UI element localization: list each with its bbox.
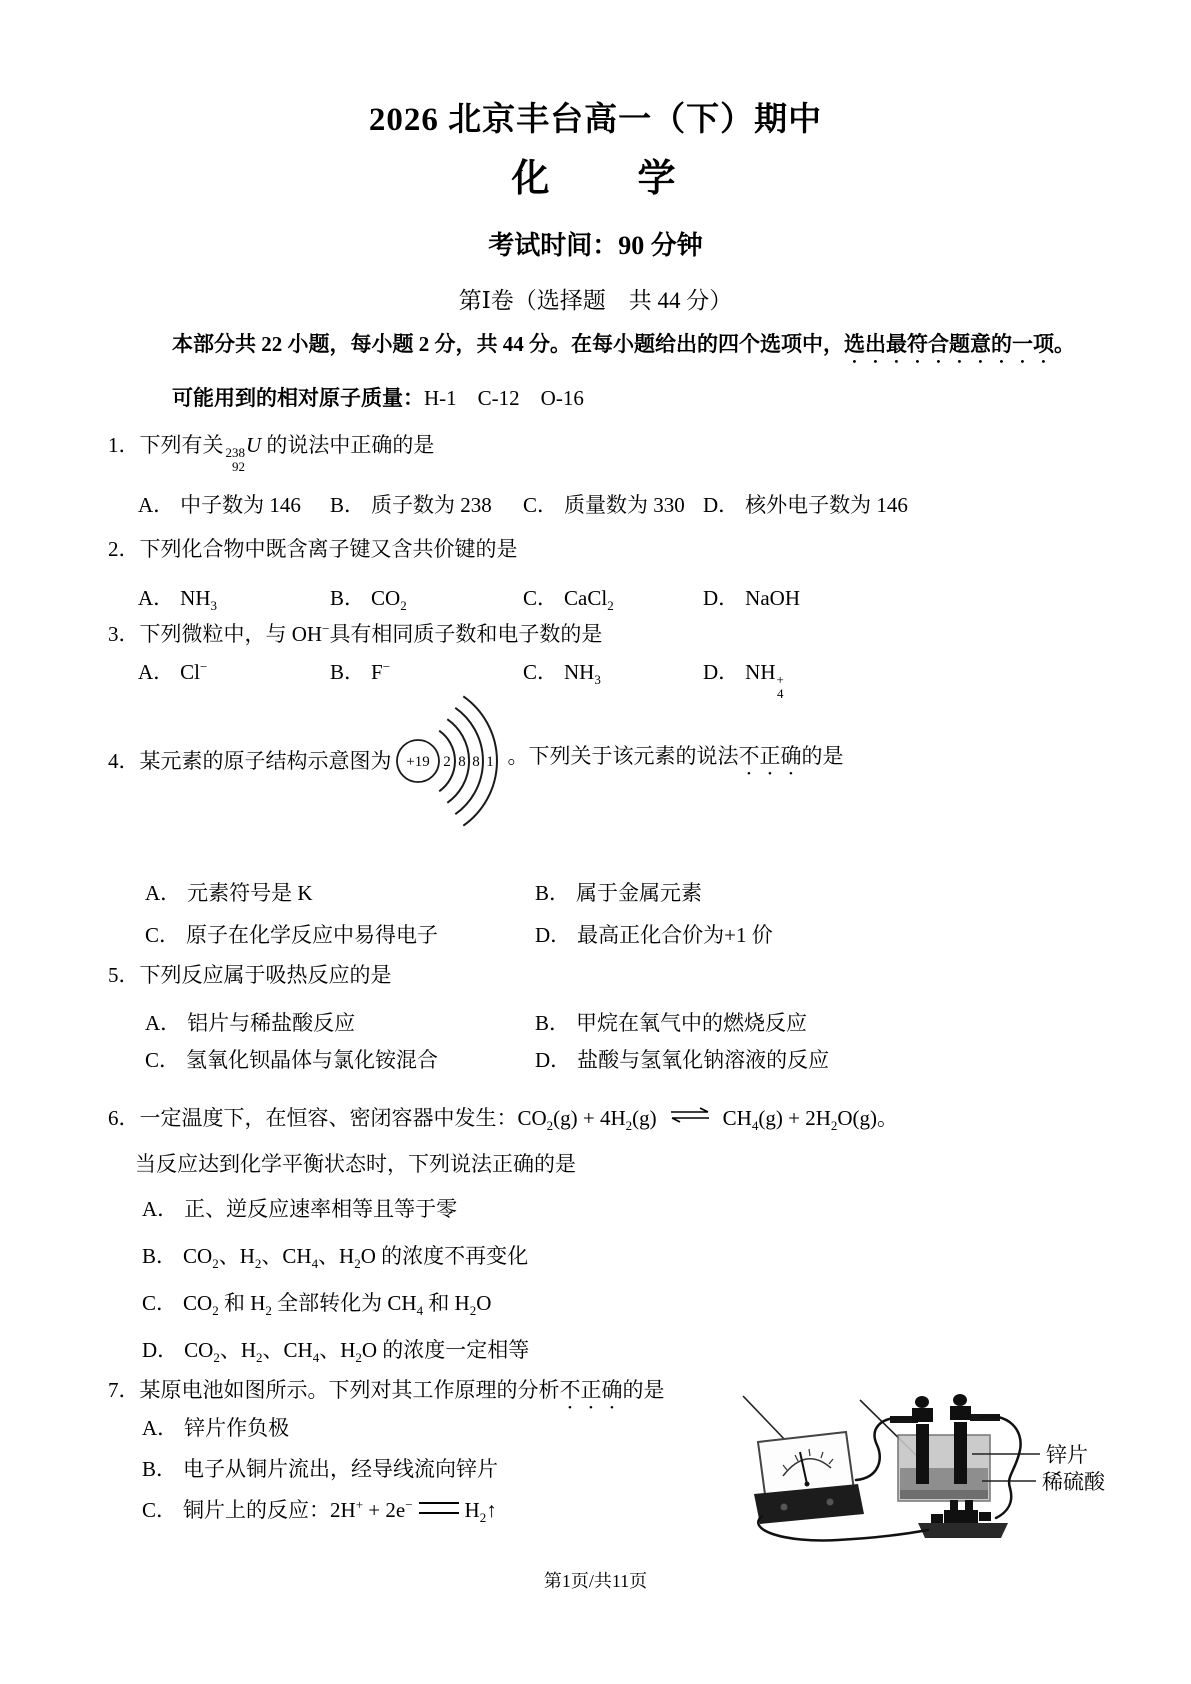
question-4-options-row1 <box>145 880 702 906</box>
option-label: A． <box>138 660 175 684</box>
option-text: 属于金属元素 <box>576 881 703 905</box>
option-text: $NH_3$ <box>180 586 218 614</box>
option-text: 甲烷在氧气中的燃烧反应 <box>576 1011 808 1035</box>
option-text: 核外电子数为 146 <box>745 493 908 517</box>
option-text: $NH_3$ <box>564 660 601 688</box>
question-6-stem: 6．一定温度下，在恒容、密闭容器中发生：$CO_2(g) + 4H_2(g) CH_4(g) + 2H_2O(g)$。 <box>108 1103 898 1131</box>
option-text: F− <box>371 659 391 684</box>
option-text: NaOH <box>745 586 800 610</box>
option-text: 盐酸与氢氧化钠溶液的反应 <box>577 1048 830 1072</box>
option-text: 元素符号是 K <box>187 881 313 905</box>
option-label: D． <box>703 660 740 684</box>
option-B <box>330 659 523 685</box>
option-label: C． <box>145 923 181 947</box>
option-text: 铜片上的反应：2H+ + 2e− $H_2↑$ <box>183 1497 497 1526</box>
atom-diagram-slot <box>392 686 508 836</box>
option-label: C． <box>523 586 559 610</box>
option-C <box>142 1497 498 1526</box>
option-text: 最高正化合价为+1 价 <box>577 923 773 947</box>
question-number: 3． <box>108 622 140 646</box>
option-C <box>523 659 703 688</box>
option-A <box>138 659 330 685</box>
option-label: B． <box>142 1244 178 1268</box>
shell-electron-count: 1 <box>485 754 494 770</box>
option-C <box>523 492 703 518</box>
option-text: 质量数为 330 <box>564 493 685 517</box>
option-label: D． <box>142 1338 179 1362</box>
option-label: B． <box>330 660 366 684</box>
option-B <box>330 492 523 518</box>
option-text: 原子在化学反应中易得电子 <box>186 923 439 947</box>
option-label: A． <box>145 881 182 905</box>
section-title: 第Ⅰ卷（选择题 共 44 分） <box>458 288 733 313</box>
question-2-stem: 2．下列化合物中既含离子键又含共价键的是 <box>108 537 518 561</box>
option-label: A． <box>138 493 175 517</box>
option-C <box>145 1047 535 1073</box>
option-A <box>142 1415 498 1441</box>
option-B <box>330 585 523 614</box>
option-text: NH + 4 <box>745 660 784 701</box>
page-footer: 第1页/共11页 <box>543 1571 648 1591</box>
question-7-stem: 7．某原电池如图所示。下列对其工作原理的分析不正确的是 <box>108 1378 665 1402</box>
option-text: 电子从铜片流出，经导线流向锌片 <box>183 1457 499 1481</box>
copper-electrode <box>916 1424 929 1484</box>
page-title: 2026 北京丰台高一（下）期中 <box>368 102 823 138</box>
option-label: B． <box>535 881 571 905</box>
option-label: D． <box>535 923 572 947</box>
option-text: CaCl$_2$ <box>564 586 614 614</box>
option-A <box>142 1196 529 1222</box>
option-text: 质子数为 238 <box>371 493 492 517</box>
nucleus-charge: +19 <box>405 754 430 770</box>
question-6-options <box>142 1196 529 1384</box>
question-2-options <box>138 585 800 614</box>
option-label: A． <box>142 1197 179 1221</box>
option-label: A． <box>142 1416 179 1440</box>
shell-electron-count: 8 <box>457 754 466 770</box>
option-D <box>703 585 800 611</box>
option-D <box>535 1047 829 1073</box>
question-1-stem: 1．下列有关 238 92 U 的说法中正确的是 <box>108 433 435 474</box>
question-number: 2． <box>108 537 140 561</box>
option-text: 正、逆反应速率相等且等于零 <box>184 1197 458 1221</box>
option-D <box>142 1337 530 1366</box>
option-label: D． <box>703 493 740 517</box>
reversible-arrow-icon <box>667 1103 713 1129</box>
question-5-options-row2 <box>145 1047 829 1073</box>
option-label: B． <box>330 493 366 517</box>
option-B <box>535 880 702 906</box>
question-number: 7． <box>108 1378 140 1402</box>
question-6-stem-line2: 当反应达到化学平衡状态时，下列说法正确的是 <box>135 1152 576 1176</box>
option-text: $CO_2$ <box>371 586 407 614</box>
option-B <box>142 1243 529 1272</box>
question-4-stem: 4． 某元素的原子结构示意图为 +19 2 8 8 1 。下列关于该元素的说法不正确的是 <box>108 686 844 836</box>
electrolyte-cell <box>890 1394 1000 1501</box>
option-text: Cl− <box>180 659 208 684</box>
question-1-options <box>138 492 908 518</box>
atomic-structure-diagram <box>392 686 508 836</box>
figure-label-acid: 稀硫酸 <box>1042 1470 1105 1494</box>
question-5-options-row1 <box>145 1010 807 1036</box>
option-label: B． <box>330 586 366 610</box>
question-3-stem: 3．下列微粒中，与 OH−具有相同质子数和电子数的是 <box>108 621 603 646</box>
option-text: 铝片与稀盐酸反应 <box>187 1011 356 1035</box>
section-intro: 本部分共 22 小题，每小题 2 分，共 44 分。在每小题给出的四个选项中，选出最符合题意的一项。 <box>172 332 1075 356</box>
option-C <box>142 1290 529 1319</box>
figure-label-zinc: 锌片 <box>1046 1443 1088 1467</box>
option-label: C． <box>523 660 559 684</box>
option-text: 中子数为 146 <box>180 493 301 517</box>
option-B <box>142 1456 498 1482</box>
option-text: 锌片作负极 <box>184 1416 290 1440</box>
option-A <box>138 492 330 518</box>
option-label: B． <box>535 1011 571 1035</box>
option-label: C． <box>142 1498 178 1522</box>
option-text: $CO_2$、$H_2$、$CH_4$、$H_2O$ 的浓度一定相等 <box>184 1338 530 1366</box>
option-text: $CO_2$、$H_2$、$CH_4$、$H_2O$ 的浓度不再变化 <box>183 1244 529 1272</box>
question-number: 4． <box>108 748 140 773</box>
option-label: D． <box>703 586 740 610</box>
option-C <box>523 585 703 614</box>
shell-electron-count: 8 <box>471 754 480 770</box>
option-D <box>535 922 773 948</box>
option-label: C． <box>523 493 559 517</box>
question-number: 6． <box>108 1106 140 1130</box>
atomic-mass-note: 可能用到的相对原子质量：H-1 C-12 O-16 <box>172 386 584 410</box>
galvanic-cell-drawing <box>688 1390 1105 1550</box>
question-4-options-row2 <box>145 922 773 948</box>
option-label: B． <box>142 1457 178 1481</box>
switch <box>918 1500 1008 1538</box>
exam-time: 考试时间：90 分钟 <box>488 231 703 260</box>
galvanic-cell-figure <box>688 1390 1105 1556</box>
option-D <box>703 492 908 518</box>
question-5-stem: 5．下列反应属于吸热反应的是 <box>108 963 392 987</box>
option-C <box>145 922 535 948</box>
option-label: A． <box>145 1011 182 1035</box>
option-B <box>535 1010 807 1036</box>
option-A <box>145 880 535 906</box>
option-label: D． <box>535 1048 572 1072</box>
option-text: $CO_2$ 和 $H_2$ 全部转化为 $CH_4$ 和 $H_2O$ <box>183 1291 492 1319</box>
question-number: 1． <box>108 433 140 457</box>
option-A <box>145 1010 535 1036</box>
option-A <box>138 585 330 614</box>
option-text: 氢氧化钡晶体与氯化铵混合 <box>186 1048 439 1072</box>
question-number: 5． <box>108 963 140 987</box>
zinc-electrode <box>954 1422 967 1484</box>
shell-electron-count: 2 <box>442 754 451 770</box>
galvanometer <box>754 1432 864 1524</box>
subject-title: 化 学 <box>511 158 680 200</box>
question-7-options <box>142 1415 498 1538</box>
option-label: A． <box>138 586 175 610</box>
option-label: C． <box>142 1291 178 1315</box>
chem-equals-sign <box>419 1502 459 1514</box>
option-label: C． <box>145 1048 181 1072</box>
